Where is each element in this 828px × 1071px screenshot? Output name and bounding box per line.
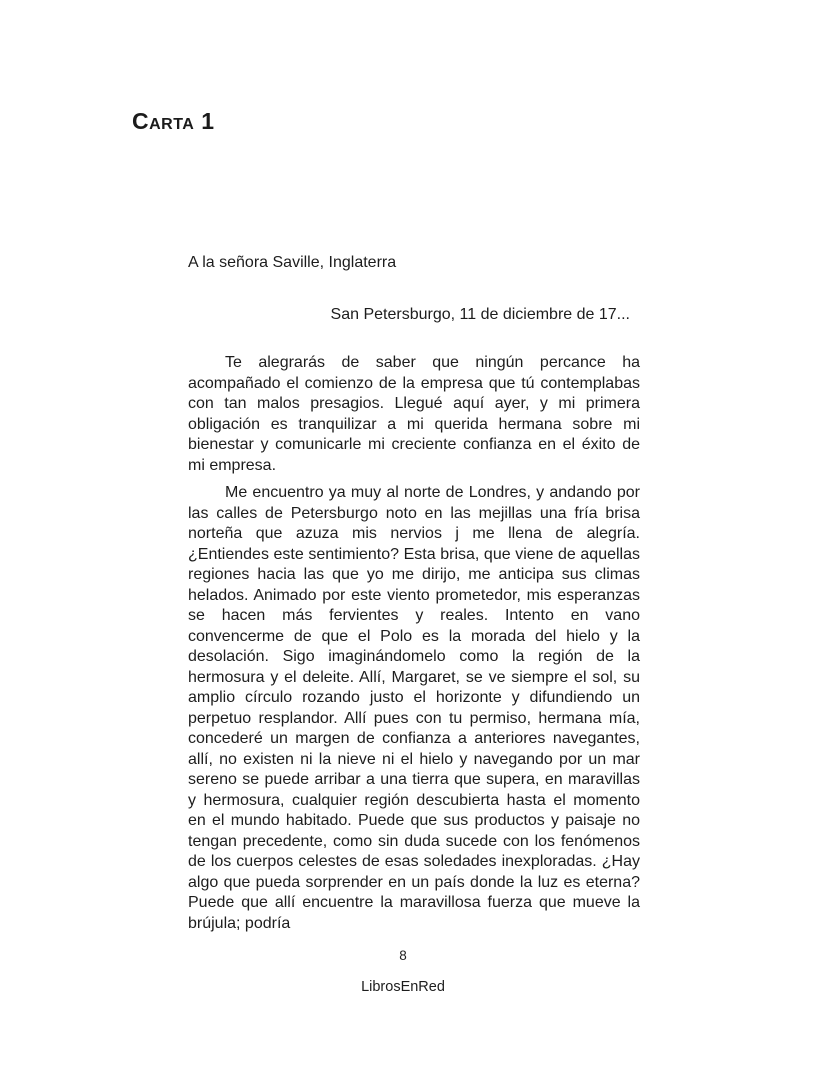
letter-recipient: A la señora Saville, Inglaterra [188, 254, 397, 271]
letter-paragraph: Me encuentro ya muy al norte de Londres, y andando por las calles de Petersburgo noto en las mejillas una fría brisa norteña que azuza mis nervios j me llena de alegría. ¿Entiendes este sentimiento? Esta brisa, que viene de aquellas regiones hacia las que yo me dirijo, me anticipa sus climas helados. Animado por este viento prometedor, mis esperanzas se hacen más fervientes y reales. Intento en vano convencerme de que el Polo es la morada del hielo y la desolación. Sigo imaginándomelo como la región de la hermosura y el deleite. Allí, Margaret, se ve siempre el sol, su amplio círculo rozando justo el horizonte y difundiendo un perpetuo resplandor. Allí pues con tu permiso, hermana mía, concederé un margen de confianza a anteriores navegantes, allí, no existen ni la nieve ni el hielo y navegando por un mar sereno se puede arribar a una tierra que supera, en maravillas y hermosura, cualquier región descubierta hasta el momento en el mundo habitado. Puede que sus productos y paisaje no tengan precedente, como sin duda sucede con los fenómenos de los cuerpos celestes de esas soledades inexploradas. ¿Hay algo que pueda sorprender en un país donde la luz es eterna? Puede que allí encuentre la maravillosa fuerza que mueve la brújula; podría [188, 484, 640, 932]
letter-body [188, 353, 640, 934]
letter-dateline: San Petersburgo, 11 de diciembre de 17... [330, 306, 630, 323]
page-footer [177, 948, 629, 996]
page-number: 8 [399, 948, 407, 963]
publisher-footer: LibrosEnRed [361, 979, 445, 995]
chapter-heading: Carta 1 [132, 108, 215, 134]
letter-paragraph: Te alegrarás de saber que ningún percance ha acompañado el comienzo de la empresa que tú contemplabas con tan malos presagios. Llegué aquí ayer, y mi primera obligación es tranquilizar a mi querida hermana sobre mi bienestar y comunicarle mi creciente confianza en el éxito de mi empresa. [188, 354, 640, 474]
